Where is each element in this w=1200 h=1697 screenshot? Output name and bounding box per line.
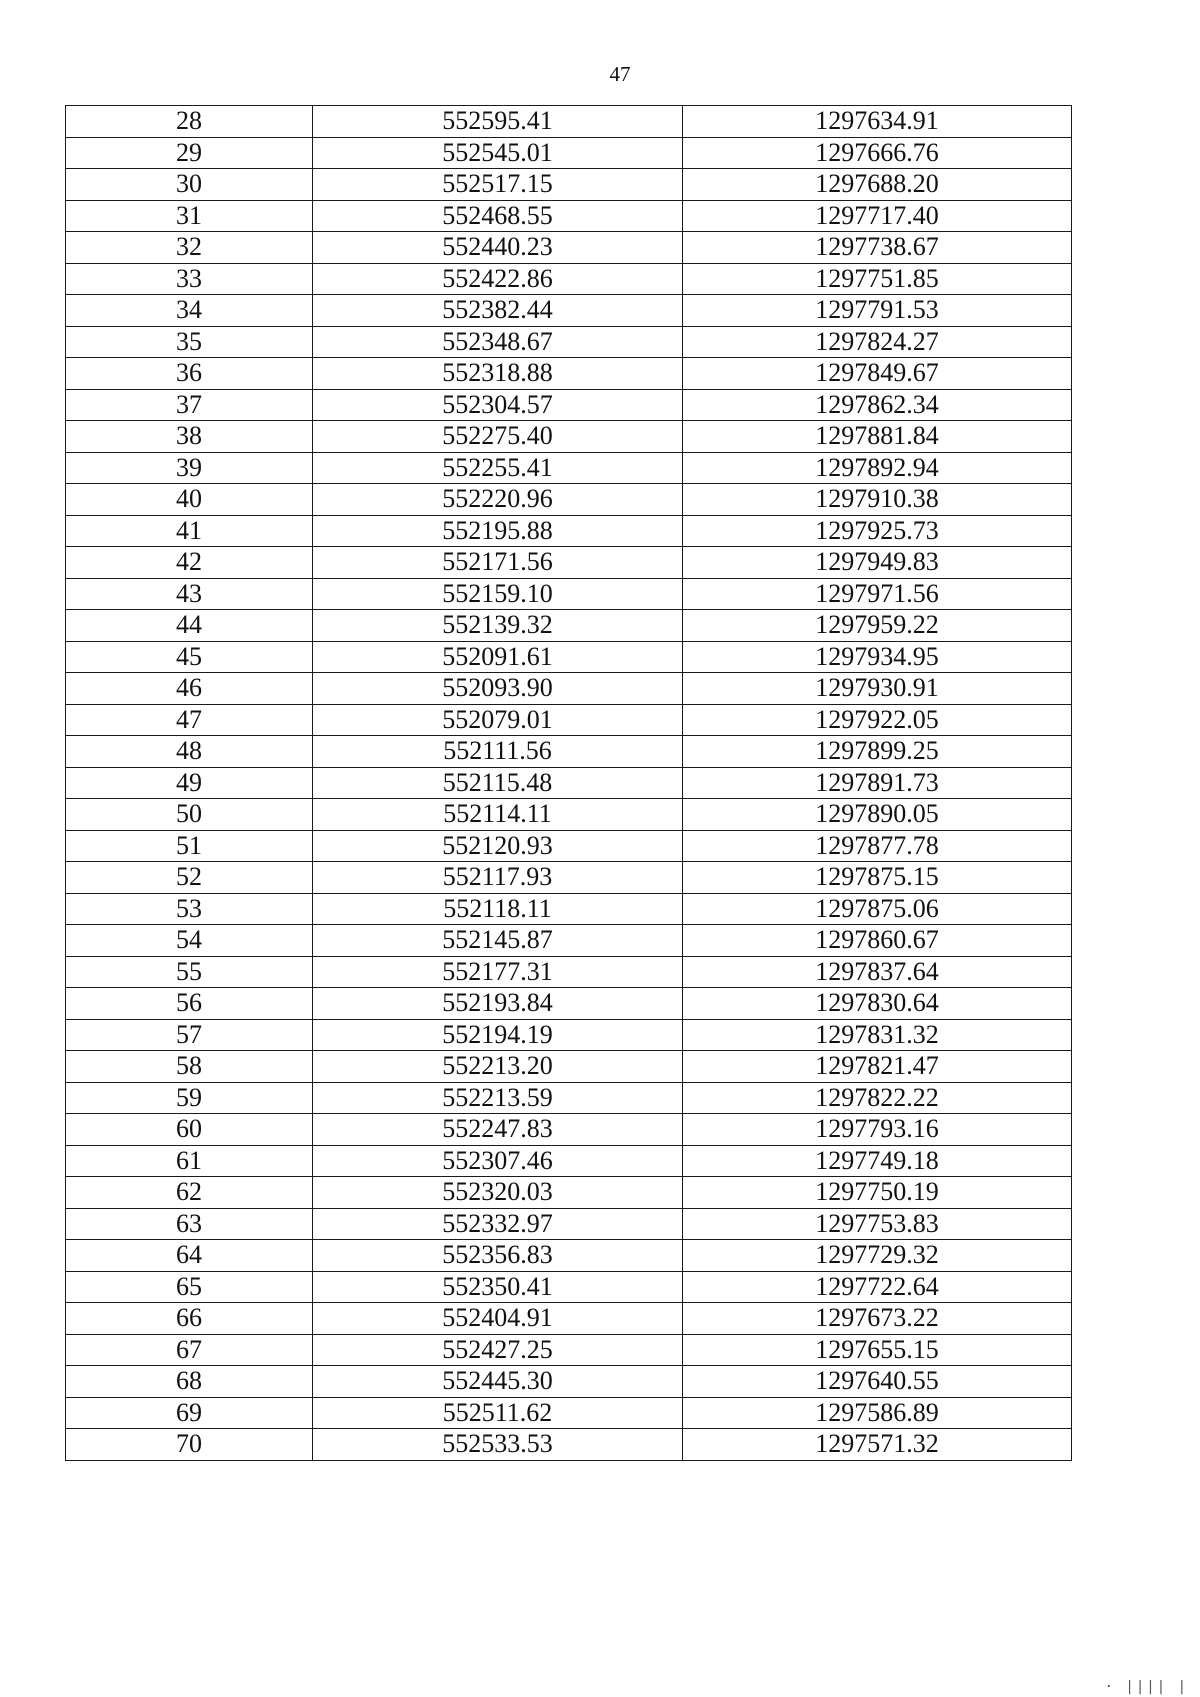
point-number-cell: 70 [66,1429,313,1461]
table-row [66,1114,1072,1146]
point-number-cell: 50 [66,799,313,831]
scan-barcode-mark: · |||| | [1104,1679,1188,1695]
x-coordinate-cell: 552118.11 [313,893,683,925]
x-coordinate-cell: 552247.83 [313,1114,683,1146]
x-coordinate-cell: 552171.56 [313,547,683,579]
point-number-cell: 58 [66,1051,313,1083]
point-number-cell: 56 [66,988,313,1020]
x-coordinate-cell: 552440.23 [313,232,683,264]
table-row [66,169,1072,201]
point-number-cell: 57 [66,1019,313,1051]
y-coordinate-cell: 1297586.89 [683,1397,1072,1429]
x-coordinate-cell: 552427.25 [313,1334,683,1366]
table-row [66,1397,1072,1429]
y-coordinate-cell: 1297922.05 [683,704,1072,736]
point-number-cell: 69 [66,1397,313,1429]
x-coordinate-cell: 552115.48 [313,767,683,799]
y-coordinate-cell: 1297875.15 [683,862,1072,894]
point-number-cell: 66 [66,1303,313,1335]
point-number-cell: 41 [66,515,313,547]
point-number-cell: 65 [66,1271,313,1303]
y-coordinate-cell: 1297860.67 [683,925,1072,957]
point-number-cell: 44 [66,610,313,642]
y-coordinate-cell: 1297892.94 [683,452,1072,484]
y-coordinate-cell: 1297875.06 [683,893,1072,925]
y-coordinate-cell: 1297688.20 [683,169,1072,201]
table-row [66,1240,1072,1272]
table-row [66,106,1072,138]
table-row [66,358,1072,390]
table-row [66,830,1072,862]
x-coordinate-cell: 552213.59 [313,1082,683,1114]
point-number-cell: 38 [66,421,313,453]
y-coordinate-cell: 1297925.73 [683,515,1072,547]
point-number-cell: 64 [66,1240,313,1272]
table-row [66,956,1072,988]
y-coordinate-cell: 1297655.15 [683,1334,1072,1366]
y-coordinate-cell: 1297881.84 [683,421,1072,453]
y-coordinate-cell: 1297821.47 [683,1051,1072,1083]
point-number-cell: 68 [66,1366,313,1398]
table-row [66,484,1072,516]
point-number-cell: 42 [66,547,313,579]
point-number-cell: 62 [66,1177,313,1209]
table-row [66,1366,1072,1398]
table-row [66,641,1072,673]
table-row [66,1051,1072,1083]
x-coordinate-cell: 552517.15 [313,169,683,201]
y-coordinate-cell: 1297934.95 [683,641,1072,673]
point-number-cell: 47 [66,704,313,736]
point-number-cell: 33 [66,263,313,295]
table-row [66,389,1072,421]
table-row [66,263,1072,295]
coordinates-table-body [66,106,1072,1461]
table-row [66,421,1072,453]
y-coordinate-cell: 1297717.40 [683,200,1072,232]
y-coordinate-cell: 1297673.22 [683,1303,1072,1335]
y-coordinate-cell: 1297634.91 [683,106,1072,138]
x-coordinate-cell: 552304.57 [313,389,683,421]
y-coordinate-cell: 1297729.32 [683,1240,1072,1272]
point-number-cell: 31 [66,200,313,232]
point-number-cell: 35 [66,326,313,358]
y-coordinate-cell: 1297899.25 [683,736,1072,768]
y-coordinate-cell: 1297971.56 [683,578,1072,610]
point-number-cell: 53 [66,893,313,925]
table-row [66,799,1072,831]
x-coordinate-cell: 552533.53 [313,1429,683,1461]
y-coordinate-cell: 1297824.27 [683,326,1072,358]
table-row [66,704,1072,736]
point-number-cell: 52 [66,862,313,894]
y-coordinate-cell: 1297753.83 [683,1208,1072,1240]
x-coordinate-cell: 552159.10 [313,578,683,610]
x-coordinate-cell: 552213.20 [313,1051,683,1083]
x-coordinate-cell: 552194.19 [313,1019,683,1051]
table-row [66,1429,1072,1461]
y-coordinate-cell: 1297571.32 [683,1429,1072,1461]
point-number-cell: 67 [66,1334,313,1366]
coordinates-table [65,105,1072,1461]
point-number-cell: 36 [66,358,313,390]
point-number-cell: 29 [66,137,313,169]
y-coordinate-cell: 1297849.67 [683,358,1072,390]
x-coordinate-cell: 552320.03 [313,1177,683,1209]
table-row [66,1177,1072,1209]
x-coordinate-cell: 552120.93 [313,830,683,862]
point-number-cell: 48 [66,736,313,768]
x-coordinate-cell: 552275.40 [313,421,683,453]
point-number-cell: 39 [66,452,313,484]
x-coordinate-cell: 552545.01 [313,137,683,169]
x-coordinate-cell: 552307.46 [313,1145,683,1177]
x-coordinate-cell: 552382.44 [313,295,683,327]
y-coordinate-cell: 1297791.53 [683,295,1072,327]
table-row [66,200,1072,232]
point-number-cell: 30 [66,169,313,201]
table-row [66,1303,1072,1335]
point-number-cell: 55 [66,956,313,988]
x-coordinate-cell: 552079.01 [313,704,683,736]
x-coordinate-cell: 552350.41 [313,1271,683,1303]
y-coordinate-cell: 1297666.76 [683,137,1072,169]
table-row [66,988,1072,1020]
table-row [66,736,1072,768]
point-number-cell: 61 [66,1145,313,1177]
y-coordinate-cell: 1297640.55 [683,1366,1072,1398]
y-coordinate-cell: 1297891.73 [683,767,1072,799]
x-coordinate-cell: 552332.97 [313,1208,683,1240]
table-row [66,452,1072,484]
page-number: 47 [609,62,631,86]
table-row [66,1208,1072,1240]
x-coordinate-cell: 552404.91 [313,1303,683,1335]
y-coordinate-cell: 1297959.22 [683,610,1072,642]
point-number-cell: 51 [66,830,313,862]
table-row [66,767,1072,799]
table-row [66,137,1072,169]
point-number-cell: 63 [66,1208,313,1240]
x-coordinate-cell: 552511.62 [313,1397,683,1429]
x-coordinate-cell: 552445.30 [313,1366,683,1398]
table-row [66,862,1072,894]
y-coordinate-cell: 1297890.05 [683,799,1072,831]
y-coordinate-cell: 1297738.67 [683,232,1072,264]
x-coordinate-cell: 552220.96 [313,484,683,516]
x-coordinate-cell: 552318.88 [313,358,683,390]
x-coordinate-cell: 552595.41 [313,106,683,138]
point-number-cell: 37 [66,389,313,421]
x-coordinate-cell: 552348.67 [313,326,683,358]
table-row [66,1019,1072,1051]
table-row [66,893,1072,925]
x-coordinate-cell: 552091.61 [313,641,683,673]
table-row [66,1334,1072,1366]
x-coordinate-cell: 552422.86 [313,263,683,295]
y-coordinate-cell: 1297830.64 [683,988,1072,1020]
point-number-cell: 60 [66,1114,313,1146]
x-coordinate-cell: 552468.55 [313,200,683,232]
table-row [66,295,1072,327]
x-coordinate-cell: 552111.56 [313,736,683,768]
table-row [66,1082,1072,1114]
point-number-cell: 54 [66,925,313,957]
x-coordinate-cell: 552177.31 [313,956,683,988]
table-row [66,1271,1072,1303]
table-row [66,1145,1072,1177]
table-row [66,547,1072,579]
x-coordinate-cell: 552255.41 [313,452,683,484]
y-coordinate-cell: 1297949.83 [683,547,1072,579]
point-number-cell: 40 [66,484,313,516]
y-coordinate-cell: 1297837.64 [683,956,1072,988]
y-coordinate-cell: 1297751.85 [683,263,1072,295]
y-coordinate-cell: 1297930.91 [683,673,1072,705]
x-coordinate-cell: 552356.83 [313,1240,683,1272]
x-coordinate-cell: 552117.93 [313,862,683,894]
table-row [66,925,1072,957]
y-coordinate-cell: 1297831.32 [683,1019,1072,1051]
point-number-cell: 46 [66,673,313,705]
point-number-cell: 34 [66,295,313,327]
y-coordinate-cell: 1297910.38 [683,484,1072,516]
table-row [66,610,1072,642]
y-coordinate-cell: 1297862.34 [683,389,1072,421]
point-number-cell: 43 [66,578,313,610]
table-row [66,515,1072,547]
point-number-cell: 28 [66,106,313,138]
point-number-cell: 32 [66,232,313,264]
y-coordinate-cell: 1297822.22 [683,1082,1072,1114]
y-coordinate-cell: 1297750.19 [683,1177,1072,1209]
y-coordinate-cell: 1297793.16 [683,1114,1072,1146]
x-coordinate-cell: 552195.88 [313,515,683,547]
table-row [66,326,1072,358]
point-number-cell: 45 [66,641,313,673]
y-coordinate-cell: 1297749.18 [683,1145,1072,1177]
x-coordinate-cell: 552139.32 [313,610,683,642]
point-number-cell: 49 [66,767,313,799]
x-coordinate-cell: 552193.84 [313,988,683,1020]
y-coordinate-cell: 1297722.64 [683,1271,1072,1303]
table-row [66,232,1072,264]
table-row [66,578,1072,610]
point-number-cell: 59 [66,1082,313,1114]
x-coordinate-cell: 552114.11 [313,799,683,831]
x-coordinate-cell: 552093.90 [313,673,683,705]
y-coordinate-cell: 1297877.78 [683,830,1072,862]
x-coordinate-cell: 552145.87 [313,925,683,957]
table-row [66,673,1072,705]
